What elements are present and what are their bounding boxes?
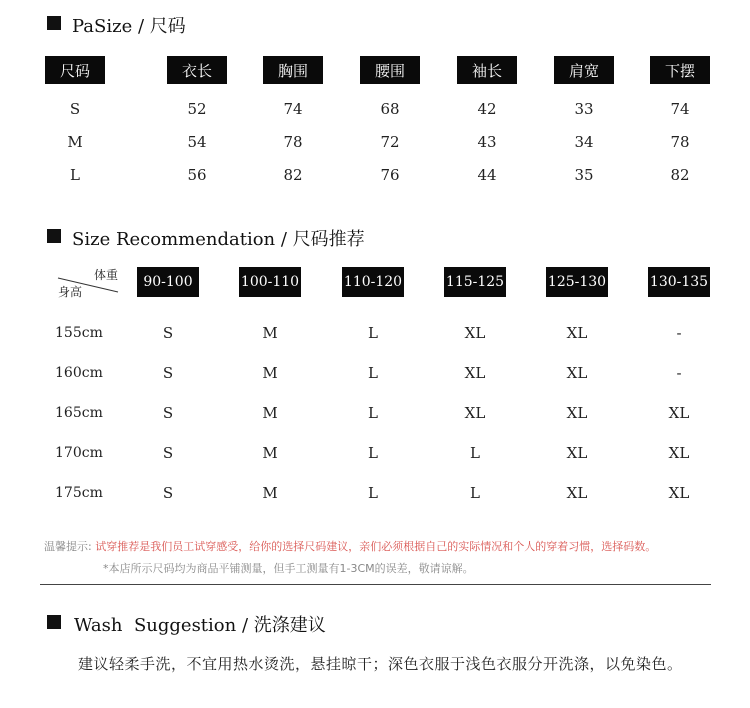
recommended-size-cell: - (676, 324, 682, 342)
recommended-size-cell: S (162, 404, 174, 422)
table-corner-header (56, 266, 120, 300)
height-label: 170cm (55, 445, 103, 461)
tip-label: 温馨提示: (44, 540, 92, 553)
weight-header-cell: 115-125 (444, 267, 506, 297)
size-chart-header-cell: 肩宽 (554, 56, 614, 84)
size-chart-cell: 78 (670, 133, 690, 151)
recommended-size-cell: XL (668, 404, 690, 422)
size-chart-cell: 68 (380, 100, 400, 118)
wash-instructions: 建议轻柔手洗，不宜用热水烫洗，悬挂晾干；深色衣服于浅色衣服分开洗涤，以免染色。 (78, 655, 683, 673)
recommended-size-cell: L (470, 444, 480, 462)
recommended-size-cell: - (676, 364, 682, 382)
height-label: 160cm (55, 365, 103, 381)
recommended-size-cell: XL (566, 364, 588, 382)
recommended-size-cell: L (368, 484, 378, 502)
size-chart-cell: 76 (380, 166, 400, 184)
weight-header-cell: 130-135 (648, 267, 710, 297)
size-chart-cell: 35 (574, 166, 594, 184)
size-chart-cell: 56 (187, 166, 207, 184)
tip-note (44, 538, 656, 554)
size-chart-cell: 54 (187, 133, 207, 151)
recommended-size-cell: S (162, 484, 174, 502)
wash-title: Wash Suggestion / 洗涤建议 (74, 615, 326, 636)
size-chart-cell: 74 (670, 100, 690, 118)
weight-header-cell: 125-130 (546, 267, 608, 297)
recommended-size-cell: XL (566, 484, 588, 502)
height-label: 165cm (55, 405, 103, 421)
size-chart-cell: M (67, 133, 83, 151)
recommended-size-cell: XL (464, 324, 486, 342)
section-marker-icon (47, 16, 61, 30)
size-chart-header-cell: 袖长 (457, 56, 517, 84)
size-chart-header-cell: 尺码 (45, 56, 105, 84)
recommended-size-cell: M (262, 324, 278, 342)
recommended-size-cell: XL (566, 444, 588, 462)
recommendation-title: Size Recommendation / 尺码推荐 (72, 229, 365, 250)
divider (40, 584, 711, 585)
size-chart-header-cell: 衣长 (167, 56, 227, 84)
height-label: 155cm (55, 325, 103, 341)
corner-weight-label: 体重 (93, 268, 118, 282)
recommended-size-cell: XL (464, 364, 486, 382)
recommended-size-cell: L (368, 364, 378, 382)
size-chart-cell: 43 (477, 133, 497, 151)
recommended-size-cell: XL (668, 444, 690, 462)
size-chart-cell: 34 (574, 133, 594, 151)
size-chart-header-cell: 胸围 (263, 56, 323, 84)
recommended-size-cell: L (470, 484, 480, 502)
weight-header-cell: 110-120 (342, 267, 404, 297)
size-chart-cell: 52 (187, 100, 207, 118)
measure-note: *本店所示尺码均为商品平铺测量，但手工测量有1-3CM的误差，敬请谅解。 (103, 562, 474, 575)
size-chart-cell: 33 (574, 100, 594, 118)
corner-height-label: 身高 (58, 285, 83, 299)
section-marker-icon (47, 229, 61, 243)
size-chart-title: PaSize / 尺码 (72, 16, 186, 37)
size-chart-cell: 78 (283, 133, 303, 151)
size-chart-header-cell: 腰围 (360, 56, 420, 84)
size-chart-cell: L (70, 166, 80, 184)
weight-header-cell: 100-110 (239, 267, 301, 297)
tip-text: 试穿推荐是我们员工试穿感受，给你的选择尺码建议，亲们必须根据自己的实际情况和个人的穿着习惯，选择码数。 (95, 540, 657, 553)
recommended-size-cell: S (162, 444, 174, 462)
recommended-size-cell: M (262, 404, 278, 422)
recommended-size-cell: L (368, 324, 378, 342)
recommended-size-cell: M (262, 364, 278, 382)
recommended-size-cell: M (262, 484, 278, 502)
height-label: 175cm (55, 485, 103, 501)
size-chart-cell: 82 (283, 166, 303, 184)
recommended-size-cell: XL (464, 404, 486, 422)
recommended-size-cell: M (262, 444, 278, 462)
size-chart-cell: 82 (670, 166, 690, 184)
recommended-size-cell: XL (566, 404, 588, 422)
recommended-size-cell: XL (566, 324, 588, 342)
recommended-size-cell: S (162, 324, 174, 342)
size-chart-cell: 74 (283, 100, 303, 118)
recommended-size-cell: L (368, 404, 378, 422)
size-chart-cell: 44 (477, 166, 497, 184)
size-chart-header-cell: 下摆 (650, 56, 710, 84)
size-chart-cell: 42 (477, 100, 497, 118)
size-chart-cell: S (69, 100, 81, 118)
recommended-size-cell: S (162, 364, 174, 382)
recommended-size-cell: L (368, 444, 378, 462)
recommended-size-cell: XL (668, 484, 690, 502)
weight-header-cell: 90-100 (137, 267, 199, 297)
section-marker-icon (47, 615, 61, 629)
size-chart-cell: 72 (380, 133, 400, 151)
